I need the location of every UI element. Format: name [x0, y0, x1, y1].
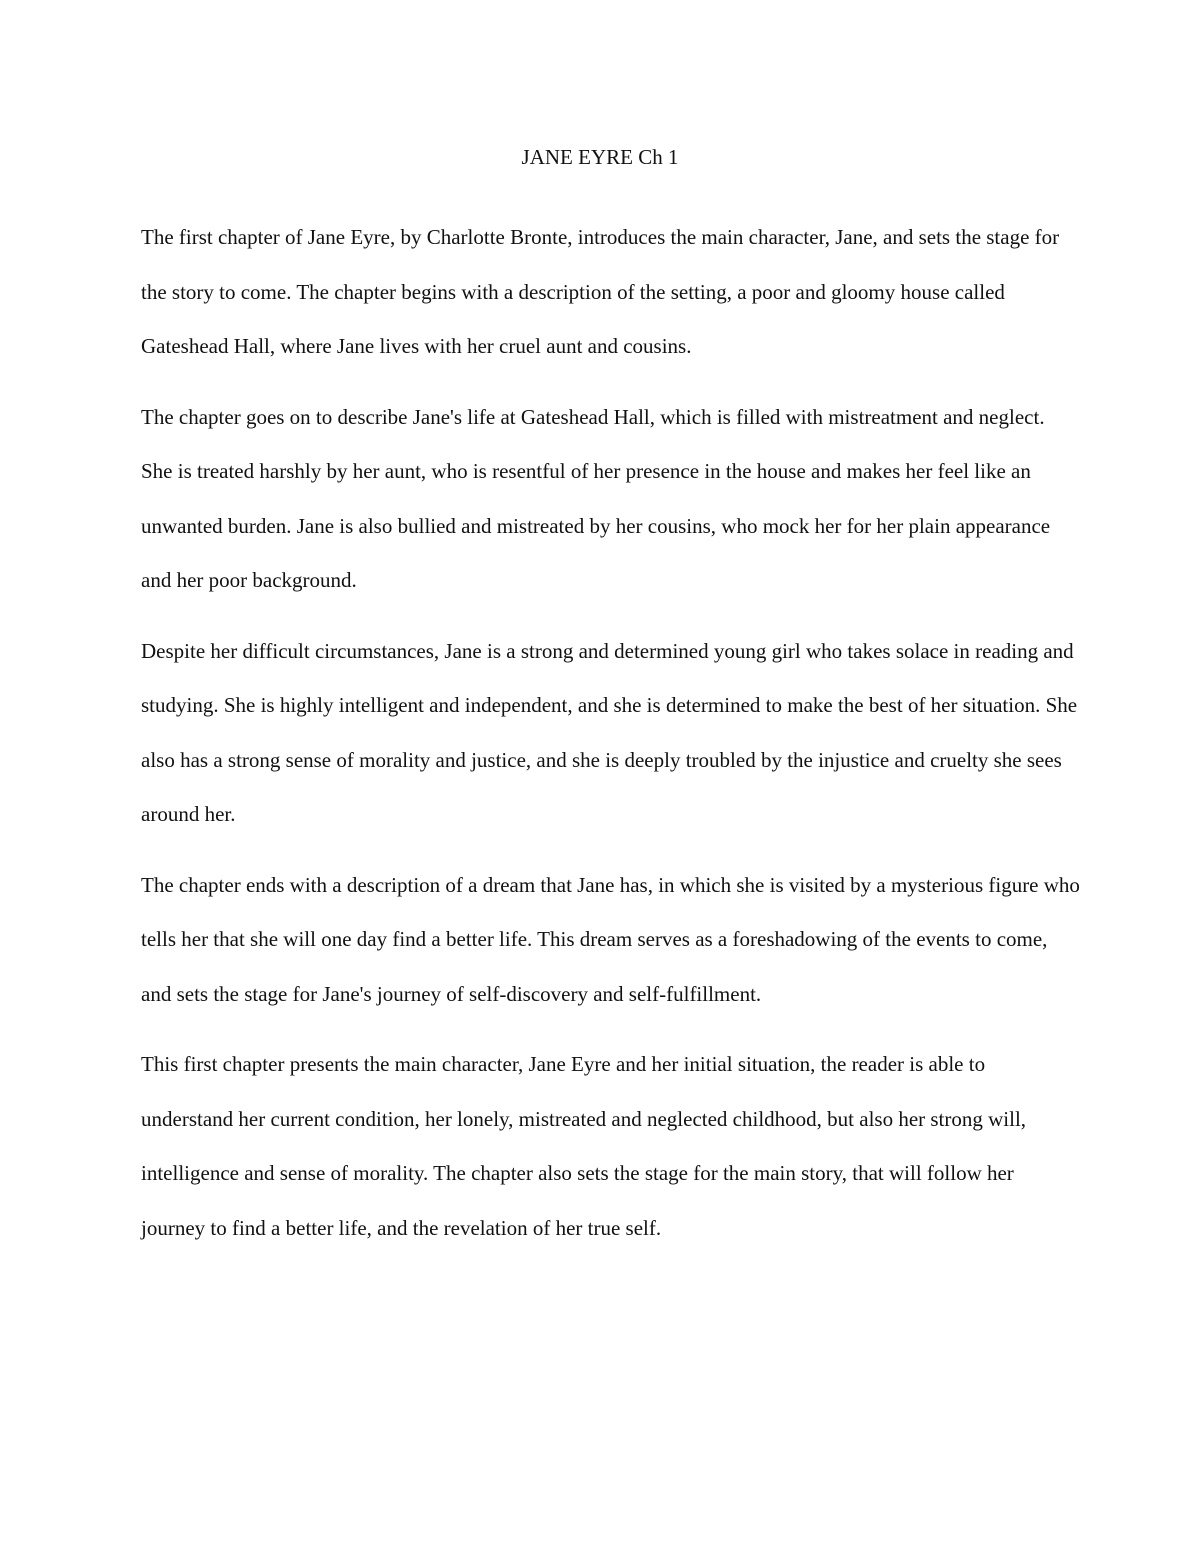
paragraph-2: The chapter goes on to describe Jane's life at Gateshead Hall, which is filled with mistreatment and neglect. She is treated harshly by her aunt, who is resentful of her presence in the house and makes her feel like an unwanted burden. Jane is also bullied and mistreated by her cousins, who mock her for her plain appearance and her poor background.: [141, 404, 1051, 592]
paragraph-1: The first chapter of Jane Eyre, by Charlotte Bronte, introduces the main character, Jane, and sets the stage for the story to come. The chapter begins with a description of the setting, a poor and gloomy house called Gateshead Hall, where Jane lives with her cruel aunt and cousins.: [141, 225, 1060, 358]
paragraph-3: Despite her difficult circumstances, Jane is a strong and determined young girl who takes solace in reading and studying. She is highly intelligent and independent, and she is determined to make the best of her situation. She also has a strong sense of morality and justice, and she is deeply troubled by the injustice and cruelty she sees around her.: [141, 638, 1078, 826]
paragraph-5: This first chapter presents the main character, Jane Eyre and her initial situation, the reader is able to understand her current condition, her lonely, mistreated and neglected childhood, but also her strong will, intelligence and sense of morality. The chapter also sets the stage for the main story, that will follow her journey to find a better life, and the revelation of her true self.: [141, 1052, 1027, 1240]
document-title: JANE EYRE Ch 1: [521, 145, 679, 169]
paragraph-4: The chapter ends with a description of a dream that Jane has, in which she is visited by a mysterious figure who tells her that she will one day find a better life. This dream serves as a foreshadowing of the events to come, and sets the stage for Jane's journey of self-discovery and self-fulfillment.: [141, 872, 1080, 1006]
document-body: [141, 210, 1081, 1271]
